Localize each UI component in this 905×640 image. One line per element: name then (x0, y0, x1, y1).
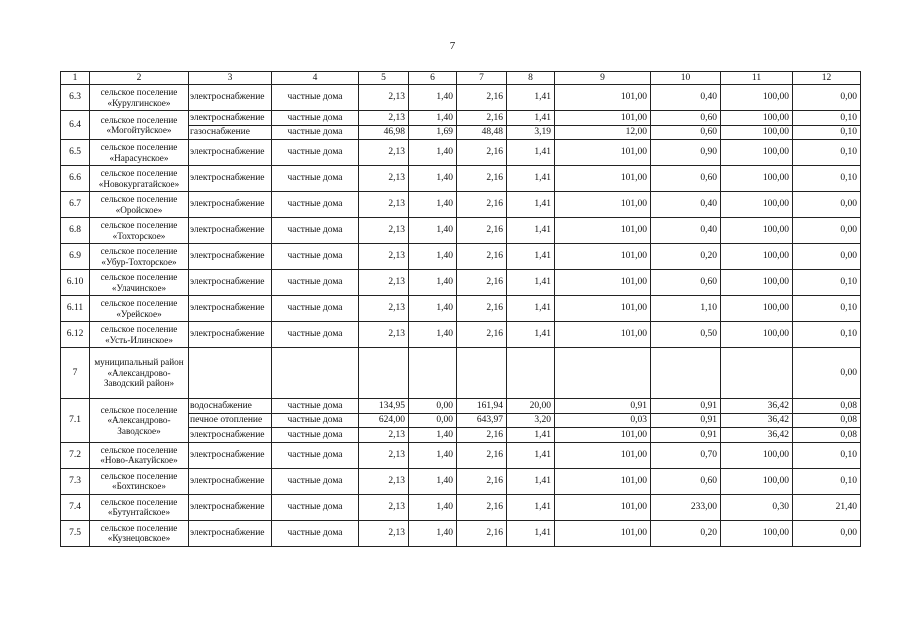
value-col5: 2,13 (359, 442, 409, 468)
value-col5: 624,00 (359, 413, 409, 428)
value-col6: 1,40 (409, 296, 457, 322)
utility-type: электроснабжение (189, 494, 272, 520)
value-col5: 2,13 (359, 140, 409, 166)
housing-type: частные дома (272, 140, 359, 166)
column-header-10: 10 (651, 72, 721, 85)
value-col5: 2,13 (359, 468, 409, 494)
utility-type: электроснабжение (189, 322, 272, 348)
table-row (61, 399, 861, 414)
row-number: 6.9 (61, 244, 90, 270)
value-col9: 12,00 (555, 125, 651, 140)
table-row (61, 192, 861, 218)
row-number: 6.8 (61, 218, 90, 244)
value-col6: 1,40 (409, 428, 457, 443)
value-col5: 2,13 (359, 520, 409, 546)
utility-type: электроснабжение (189, 218, 272, 244)
value-col9: 101,00 (555, 244, 651, 270)
value-col12: 0,08 (793, 413, 861, 428)
value-col6: 1,40 (409, 85, 457, 111)
table-row (61, 520, 861, 546)
value-col6: 1,40 (409, 520, 457, 546)
housing-type: частные дома (272, 413, 359, 428)
tariff-table (60, 71, 861, 547)
value-col6: 0,00 (409, 413, 457, 428)
value-col12: 0,00 (793, 85, 861, 111)
row-number: 7.1 (61, 399, 90, 443)
settlement-name: сельское поселение «Урейское» (90, 296, 189, 322)
value-col9: 101,00 (555, 192, 651, 218)
value-col12: 0,10 (793, 111, 861, 126)
value-col10: 0,91 (651, 413, 721, 428)
housing-type: частные дома (272, 270, 359, 296)
value-col11 (721, 348, 793, 399)
value-col12: 0,10 (793, 166, 861, 192)
utility-type: электроснабжение (189, 468, 272, 494)
value-col11: 100,00 (721, 85, 793, 111)
value-col10: 0,40 (651, 218, 721, 244)
value-col5: 2,13 (359, 85, 409, 111)
utility-type: электроснабжение (189, 442, 272, 468)
utility-type: электроснабжение (189, 520, 272, 546)
value-col9: 0,03 (555, 413, 651, 428)
utility-type: электроснабжение (189, 428, 272, 443)
column-header-11: 11 (721, 72, 793, 85)
value-col8: 1,41 (507, 140, 555, 166)
value-col5: 2,13 (359, 494, 409, 520)
row-number: 6.11 (61, 296, 90, 322)
value-col9: 101,00 (555, 442, 651, 468)
value-col7: 2,16 (457, 270, 507, 296)
row-number: 7.2 (61, 442, 90, 468)
value-col6: 1,40 (409, 270, 457, 296)
value-col10: 0,91 (651, 399, 721, 414)
value-col8: 3,19 (507, 125, 555, 140)
housing-type: частные дома (272, 218, 359, 244)
value-col6: 1,40 (409, 442, 457, 468)
value-col11: 100,00 (721, 140, 793, 166)
value-col12: 0,00 (793, 192, 861, 218)
table-row (61, 468, 861, 494)
settlement-name: сельское поселение «Новокургатайское» (90, 166, 189, 192)
utility-type: электроснабжение (189, 140, 272, 166)
table-row (61, 296, 861, 322)
table-row (61, 140, 861, 166)
value-col12: 0,10 (793, 296, 861, 322)
housing-type (272, 348, 359, 399)
value-col10: 0,50 (651, 322, 721, 348)
table-body (61, 85, 861, 547)
value-col7: 48,48 (457, 125, 507, 140)
column-header-12: 12 (793, 72, 861, 85)
housing-type: частные дома (272, 468, 359, 494)
housing-type: частные дома (272, 296, 359, 322)
value-col8: 1,41 (507, 85, 555, 111)
row-number: 7.4 (61, 494, 90, 520)
value-col6: 1,40 (409, 468, 457, 494)
value-col8: 1,41 (507, 244, 555, 270)
value-col11: 100,00 (721, 244, 793, 270)
housing-type: частные дома (272, 244, 359, 270)
value-col6: 1,40 (409, 244, 457, 270)
value-col5: 2,13 (359, 296, 409, 322)
housing-type: частные дома (272, 125, 359, 140)
value-col6 (409, 348, 457, 399)
value-col9: 101,00 (555, 218, 651, 244)
value-col5: 2,13 (359, 322, 409, 348)
value-col12: 0,10 (793, 442, 861, 468)
value-col10: 0,40 (651, 85, 721, 111)
value-col11: 100,00 (721, 166, 793, 192)
value-col5: 2,13 (359, 244, 409, 270)
value-col10: 0,70 (651, 442, 721, 468)
settlement-name: сельское поселение «Усть-Илинское» (90, 322, 189, 348)
value-col8: 20,00 (507, 399, 555, 414)
column-header-5: 5 (359, 72, 409, 85)
value-col7: 2,16 (457, 192, 507, 218)
value-col6: 0,00 (409, 399, 457, 414)
page-number: 7 (449, 40, 456, 52)
value-col5: 2,13 (359, 111, 409, 126)
value-col9: 101,00 (555, 468, 651, 494)
value-col5: 2,13 (359, 218, 409, 244)
housing-type: частные дома (272, 322, 359, 348)
value-col11: 100,00 (721, 125, 793, 140)
table-row (61, 270, 861, 296)
value-col8: 1,41 (507, 270, 555, 296)
settlement-name: сельское поселение «Улачинское» (90, 270, 189, 296)
column-header-8: 8 (507, 72, 555, 85)
value-col8: 3,20 (507, 413, 555, 428)
row-number: 7.3 (61, 468, 90, 494)
value-col5: 2,13 (359, 166, 409, 192)
value-col10: 0,40 (651, 192, 721, 218)
value-col10: 0,60 (651, 111, 721, 126)
column-header-4: 4 (272, 72, 359, 85)
value-col9: 101,00 (555, 296, 651, 322)
value-col12: 21,40 (793, 494, 861, 520)
value-col11: 100,00 (721, 111, 793, 126)
value-col10: 0,60 (651, 166, 721, 192)
table-row (61, 494, 861, 520)
value-col9 (555, 348, 651, 399)
value-col11: 36,42 (721, 413, 793, 428)
settlement-name: сельское поселение «Нарасунское» (90, 140, 189, 166)
value-col7: 2,16 (457, 520, 507, 546)
column-header-1: 1 (61, 72, 90, 85)
settlement-name: сельское поселение «Могойтуйское» (90, 111, 189, 140)
column-header-3: 3 (189, 72, 272, 85)
value-col10: 0,91 (651, 428, 721, 443)
value-col7: 2,16 (457, 166, 507, 192)
housing-type: частные дома (272, 111, 359, 126)
utility-type: электроснабжение (189, 111, 272, 126)
settlement-name: сельское поселение «Бохтинское» (90, 468, 189, 494)
value-col12: 0,08 (793, 399, 861, 414)
value-col12: 0,00 (793, 348, 861, 399)
column-header-2: 2 (90, 72, 189, 85)
table-row (61, 111, 861, 126)
utility-type: газоснабжение (189, 125, 272, 140)
value-col9: 101,00 (555, 270, 651, 296)
housing-type: частные дома (272, 166, 359, 192)
value-col8: 1,41 (507, 322, 555, 348)
value-col12: 0,00 (793, 218, 861, 244)
value-col5: 46,98 (359, 125, 409, 140)
table-row (61, 244, 861, 270)
table-row (61, 348, 861, 399)
value-col8: 1,41 (507, 111, 555, 126)
value-col11: 36,42 (721, 428, 793, 443)
value-col8: 1,41 (507, 494, 555, 520)
value-col6: 1,40 (409, 218, 457, 244)
row-number: 6.10 (61, 270, 90, 296)
utility-type: электроснабжение (189, 270, 272, 296)
value-col7: 643,97 (457, 413, 507, 428)
utility-type: электроснабжение (189, 244, 272, 270)
value-col11: 100,00 (721, 322, 793, 348)
value-col6: 1,40 (409, 140, 457, 166)
settlement-name: сельское поселение «Александрово-Заводское» (90, 399, 189, 443)
value-col11: 0,30 (721, 494, 793, 520)
row-number: 6.7 (61, 192, 90, 218)
settlement-name: сельское поселение «Кузнецовское» (90, 520, 189, 546)
value-col11: 100,00 (721, 270, 793, 296)
settlement-name: сельское поселение «Убур-Тохторское» (90, 244, 189, 270)
housing-type: частные дома (272, 192, 359, 218)
value-col11: 100,00 (721, 192, 793, 218)
table-row (61, 166, 861, 192)
value-col10: 0,60 (651, 468, 721, 494)
value-col7: 2,16 (457, 111, 507, 126)
column-header-7: 7 (457, 72, 507, 85)
row-number: 6.3 (61, 85, 90, 111)
housing-type: частные дома (272, 428, 359, 443)
value-col9: 101,00 (555, 111, 651, 126)
value-col8: 1,41 (507, 520, 555, 546)
utility-type: электроснабжение (189, 166, 272, 192)
value-col8: 1,41 (507, 192, 555, 218)
value-col7: 2,16 (457, 468, 507, 494)
row-number: 6.4 (61, 111, 90, 140)
value-col8: 1,41 (507, 468, 555, 494)
value-col8 (507, 348, 555, 399)
utility-type: печное отопление (189, 413, 272, 428)
table-row (61, 85, 861, 111)
value-col6: 1,40 (409, 166, 457, 192)
value-col9: 101,00 (555, 322, 651, 348)
value-col7: 2,16 (457, 218, 507, 244)
value-col11: 100,00 (721, 442, 793, 468)
value-col6: 1,69 (409, 125, 457, 140)
row-number: 7.5 (61, 520, 90, 546)
row-number: 6.12 (61, 322, 90, 348)
housing-type: частные дома (272, 442, 359, 468)
value-col8: 1,41 (507, 296, 555, 322)
value-col7: 2,16 (457, 428, 507, 443)
utility-type: электроснабжение (189, 296, 272, 322)
value-col11: 100,00 (721, 520, 793, 546)
value-col9: 0,91 (555, 399, 651, 414)
value-col8: 1,41 (507, 428, 555, 443)
value-col12: 0,00 (793, 520, 861, 546)
row-number: 7 (61, 348, 90, 399)
value-col7: 2,16 (457, 244, 507, 270)
settlement-name: муниципальный район «Александрово-Заводский район» (90, 348, 189, 399)
value-col10: 0,90 (651, 140, 721, 166)
value-col10: 0,60 (651, 270, 721, 296)
value-col6: 1,40 (409, 111, 457, 126)
value-col11: 36,42 (721, 399, 793, 414)
value-col12: 0,10 (793, 468, 861, 494)
value-col12: 0,10 (793, 270, 861, 296)
value-col5: 134,95 (359, 399, 409, 414)
value-col6: 1,40 (409, 494, 457, 520)
value-col5: 2,13 (359, 428, 409, 443)
value-col7: 2,16 (457, 442, 507, 468)
value-col5: 2,13 (359, 270, 409, 296)
housing-type: частные дома (272, 85, 359, 111)
value-col7 (457, 348, 507, 399)
header-row (61, 72, 861, 85)
settlement-name: сельское поселение «Тохторское» (90, 218, 189, 244)
utility-type: электроснабжение (189, 85, 272, 111)
value-col7: 2,16 (457, 85, 507, 111)
value-col8: 1,41 (507, 166, 555, 192)
value-col10: 0,20 (651, 244, 721, 270)
value-col5 (359, 348, 409, 399)
value-col9: 101,00 (555, 140, 651, 166)
table-row (61, 322, 861, 348)
value-col11: 100,00 (721, 468, 793, 494)
value-col8: 1,41 (507, 218, 555, 244)
value-col6: 1,40 (409, 322, 457, 348)
utility-type: электроснабжение (189, 192, 272, 218)
settlement-name: сельское поселение «Бутунтайское» (90, 494, 189, 520)
value-col12: 0,10 (793, 125, 861, 140)
value-col7: 2,16 (457, 494, 507, 520)
value-col7: 161,94 (457, 399, 507, 414)
column-header-9: 9 (555, 72, 651, 85)
housing-type: частные дома (272, 520, 359, 546)
value-col7: 2,16 (457, 322, 507, 348)
value-col12: 0,00 (793, 244, 861, 270)
value-col6: 1,40 (409, 192, 457, 218)
row-number: 6.6 (61, 166, 90, 192)
value-col9: 101,00 (555, 428, 651, 443)
value-col10: 1,10 (651, 296, 721, 322)
column-header-6: 6 (409, 72, 457, 85)
utility-type (189, 348, 272, 399)
value-col9: 101,00 (555, 494, 651, 520)
settlement-name: сельское поселение «Оройское» (90, 192, 189, 218)
utility-type: водоснабжение (189, 399, 272, 414)
value-col12: 0,08 (793, 428, 861, 443)
value-col12: 0,10 (793, 140, 861, 166)
value-col9: 101,00 (555, 85, 651, 111)
value-col10: 0,20 (651, 520, 721, 546)
value-col8: 1,41 (507, 442, 555, 468)
settlement-name: сельское поселение «Ново-Акатуйское» (90, 442, 189, 468)
value-col10 (651, 348, 721, 399)
value-col11: 100,00 (721, 296, 793, 322)
value-col10: 0,60 (651, 125, 721, 140)
value-col5: 2,13 (359, 192, 409, 218)
row-number: 6.5 (61, 140, 90, 166)
value-col10: 233,00 (651, 494, 721, 520)
value-col9: 101,00 (555, 520, 651, 546)
table-row (61, 442, 861, 468)
value-col7: 2,16 (457, 140, 507, 166)
value-col9: 101,00 (555, 166, 651, 192)
housing-type: частные дома (272, 399, 359, 414)
value-col12: 0,10 (793, 322, 861, 348)
housing-type: частные дома (272, 494, 359, 520)
table-row (61, 218, 861, 244)
value-col7: 2,16 (457, 296, 507, 322)
value-col11: 100,00 (721, 218, 793, 244)
settlement-name: сельское поселение «Курулгинское» (90, 85, 189, 111)
